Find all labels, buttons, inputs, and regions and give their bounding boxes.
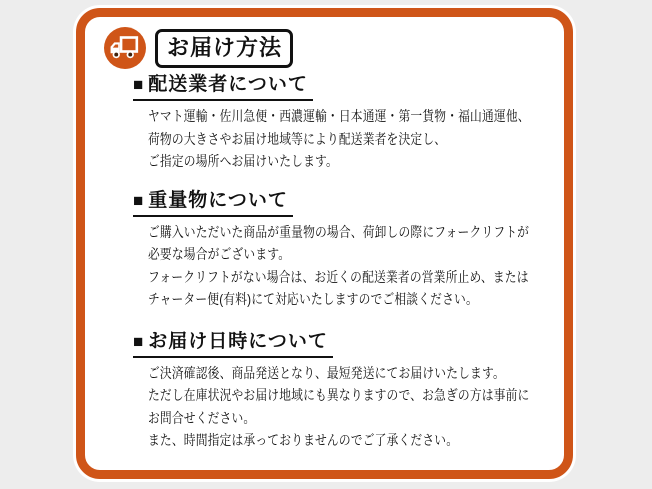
text-line: フォークリフトがない場合は、お近くの配送業者の営業所止め、または	[148, 268, 529, 285]
text-line: ただし在庫状況やお届け地域にも異なりますので、お急ぎの方は事前に	[148, 387, 530, 403]
section-body	[148, 221, 573, 311]
section-heading-row	[133, 73, 564, 101]
section-body	[148, 105, 573, 173]
text-line: ご決済確認後、商品発送となり、最短発送にてお届けいたします。	[148, 364, 505, 381]
section-heading	[133, 73, 313, 101]
section-heading-row	[133, 330, 564, 358]
square-bullet-icon: ■	[133, 331, 145, 351]
section-heading	[133, 330, 333, 358]
text-line: お問合せください。	[148, 409, 256, 426]
text-line: 必要な場合がございます。	[148, 246, 291, 262]
section-heading	[133, 189, 293, 217]
section-heading-text: 重量物について	[148, 189, 288, 211]
square-bullet-icon: ■	[133, 75, 145, 94]
text-line: ヤマト運輸・佐川急便・西濃運輸・日本通運・第一貨物・福山通運他、	[148, 108, 530, 124]
section-heading-row	[133, 189, 564, 217]
text-line: 荷物の大きさやお届け地域等により配送業者を決定し、	[148, 130, 447, 147]
text-line: ご指定の場所へお届けいたします。	[148, 153, 338, 169]
section-heading-text: 配送業者について	[148, 74, 308, 95]
section-body	[148, 362, 573, 452]
square-bullet-icon: ■	[133, 190, 145, 210]
panel-header	[104, 27, 564, 69]
delivery-info-panel	[76, 8, 573, 479]
section-delivery-date	[133, 330, 564, 452]
text-line: チャーター便(有料)にて対応いたしますのでご相談ください。	[148, 291, 478, 307]
truck-icon	[104, 27, 146, 69]
section-heavy-items	[133, 189, 564, 311]
text-line: また、時間指定は承っておりませんのでご了承ください。	[148, 432, 459, 448]
panel-title: お届け方法	[155, 29, 293, 68]
section-carriers	[133, 73, 564, 173]
section-heading-text: お届け日時について	[148, 330, 328, 352]
text-line: ご購入いただいた商品が重量物の場合、荷卸しの際にフォークリフトが	[148, 223, 530, 240]
